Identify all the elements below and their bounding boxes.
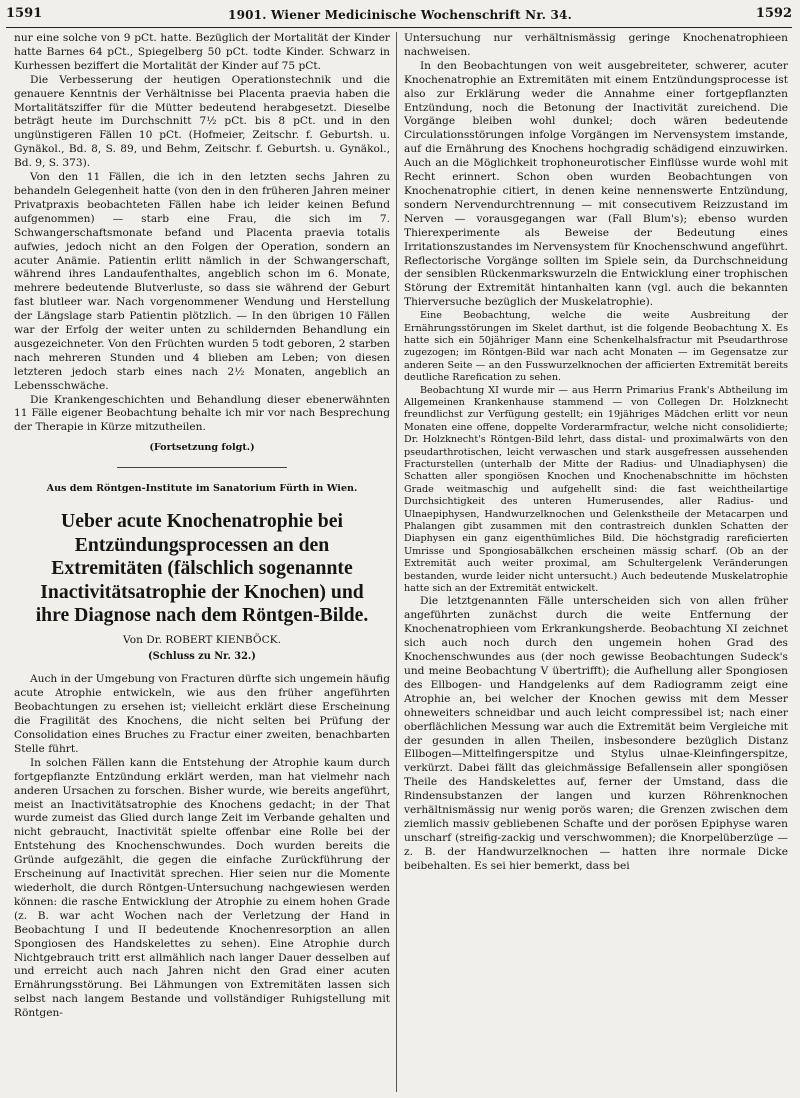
paragraph: In den Beobachtungen von weit ausgebreiteter, schwerer, acuter Knochenatrophie an Extremitäten mit einem Entzündungsprocesse ist also zur Erklärung weder die Annahme einer fortgepflanzten Entzündung, noch die Betonung der Inactivität zureichend. Die Vorgänge bleiben wohl dunkel; doch wären bedeutende Circulationsstörungen infolge Vorgängen im Nervensystem imstande, auf die Ernährung des Knochens hochgradig schädigend einzuwirken. Auch an die Möglichkeit trophoneurotischer Einflüsse wurde wohl mit Recht erinnert. Schon oben wurden Beobachtungen von Knochenatrophie citiert, in denen keine nennenswerte Entzündung, sondern Nervendurchtrennung — mit consecutivem Reizzustand im Nerven — vorausgegangen war (Fall Blum's); ebenso wurden Thierexperimente als Beweise der Bedeutung eines Irritationszustandes im Nervensystem für Knochenschwund angeführt. Reflectorische Vorgänge sollten im Spiele sein, da Durchschneidung der sensiblen Rückenmarkswurzeln die Entwicklung einer trophischen Störung der Extremität hintanhalten kann (vgl. auch die bekannten Thierversuche bezüglich der Muskelatrophie). [404, 59, 788, 309]
paragraph: Untersuchung nur verhältnismässig geringe Knochenatrophieen nachweisen. [404, 32, 788, 58]
paragraph: Die Krankengeschichten und Behandlung dieser ebenerwähnten 11 Fälle eigener Beobachtung behalte ich mir vor nach Besprechung der Therapie in Kürze mitzutheilen. [14, 393, 390, 434]
right-column [404, 32, 788, 1090]
paragraph: Eine Beobachtung, welche die weite Ausbreitung der Ernährungsstörungen im Skelet darthut, ist die folgende Beobachtung X. Es hatte sich ein 50jähriger Mann eine Schenkelhalsfractur mit Pseudarthrose zugezogen; im Röntgen-Bild war nach acht Monaten — im Gegensatze zur anderen Seite — an den Fusswurzelknochen der afficierten Extremität bereits deutliche Rarefication zu sehen. [404, 310, 788, 384]
author-line: Von Dr. ROBERT KIENBÖCK. [123, 633, 281, 646]
left-column [14, 32, 390, 1090]
paragraph: Von den 11 Fällen, die ich in den letzten sechs Jahren zu behandeln Gelegenheit hatte (von den in den früheren Jahren meiner Privatpraxis beobachteten Fällen habe ich leider keinen Befund aufgenommen) — starb eine Frau, die sich im 7. Schwangerschaftsmonate befand und Placenta praevia totalis aufwies, jedoch nicht an den Folgen der Operation, sondern an acuter Anämie. Patientin erlitt nämlich in der Schwangerschaft, während ihres Landaufenthaltes, angeblich schon im 6. Monate, mehrere bedeutende Blutverluste, so dass sie während der Geburt fast blutleer war. Nach vorgenommener Wendung und Herstellung der Längslage starb Patientin plötzlich. — In den übrigen 10 Fällen war der Erfolg der weiter unten zu schildernden Behandlung ein ausgezeichneter. Von den Früchten wurden 5 todt geboren, 2 starben nach mehreren Stunden und 4 blieben am Leben; von diesen letzteren jedoch starb eines nach 2½ Monaten, angeblich an Lebensschwäche. [14, 171, 390, 392]
paragraph: In solchen Fällen kann die Entstehung der Atrophie kaum durch fortgepflanzte Entzündung erklärt werden, man hat vielmehr nach anderen Ursachen zu forschen. Bisher wurde, wie bereits angeführt, meist an Inactivitätsatrophie des Knochens gedacht; in der That wurde zumeist das Glied durch lange Zeit im Verbande gehalten und nicht gebraucht, Inactivität spielte offenbar eine Rolle bei der Entstehung des Knochenschwundes. Doch wurden bereits die Gründe aufgezählt, die gegen die einfache Zurückführung der Erscheinung auf Inactivität sprechen. Hier seien nur die Momente wiederholt, die durch Röntgen-Untersuchung nachgewiesen werden können: die rasche Entwicklung der Atrophie zu einem hohen Grade (z. B. war acht Wochen nach der Verletzung der Hand in Beobachtung I und II bedeutende Knochenresorption an allen Spongiosen des Handskelettes zu sehen). Eine Atrophie durch Nichtgebrauch tritt erst allmählich nach langer Dauer desselben auf und erreicht auch nach Jahren nicht den Grad einer acuten Ernährungsstörung. Bei Lähmungen von Extremitäten lassen sich selbst nach langem Bestande und vollständiger Ruhigstellung mit Röntgen- [14, 756, 390, 1020]
column-divider [396, 32, 397, 1092]
journal-title: 1901. Wiener Medicinische Wochenschrift Nr. 34. [228, 8, 572, 22]
conclusion-note: (Schluss zu Nr. 32.) [148, 650, 256, 662]
page-number-right: 1592 [755, 6, 792, 21]
continuation-note: (Fortsetzung folgt.) [149, 442, 255, 454]
page-number-left: 1591 [6, 6, 43, 21]
paragraph: Die letztgenannten Fälle unterscheiden sich von allen früher angeführten zunächst durch die weite Entfernung der Knochenatrophieen vom Erkrankungsherde. Beobachtung XI zeichnet sich auch noch durch den ungemein hohen Grad des Knochenschwundes aus (der noch gewisse Beobachtungen Sudeck's und meine Beobachtung V übertrifft); die Aufhellung aller Spongiosen des Ellbogen- und Handgelenks auf dem Radiogramm zeigt eine Atrophie an, bei welcher der Knochen gewiss mit dem Messer ohneweiters schneidbar und auch leicht compressibel ist; nach einer oberflächlichen Messung war auch die Extremität beim Vergleiche mit der gesunden in allen Theilen, insbesondere bezüglich Distanz Ellbogen—Mittelfingerspitze und Stylus ulnae-Kleinfingerspitze, verkürzt. Dabei fällt das gleichmässige Befallensein aller spongiösen Theile des Handskelettes auf, ferner der Umstand, dass die Rindensubstanzen der langen und kurzen Röhrenknochen verhältnismässig nur wenig porös waren; die Grenzen zwischen dem ziemlich massiv gebliebenen Schafte und der porösen Epiphyse waren unscharf (streifig-zackig und verschwommen); die Knorpelüberzüge — z. B. der Handwurzelknochen — hatten ihre normale Dicke beibehalten. Es sei hier bemerkt, dass bei [404, 595, 788, 872]
header-rule [6, 27, 792, 28]
paragraph: Auch in der Umgebung von Fracturen dürfte sich ungemein häufig acute Atrophie entwickeln, wie aus den früher angeführten Beobachtungen zu ersehen ist; vielleicht erklärt diese Erscheinung die Fragilität des Knochens, die nicht selten bei Prüfung der Consolidation eines Bruches zu Fractur einer zweiten, benachbarten Stelle führt. [14, 673, 390, 755]
section-divider [117, 467, 287, 468]
page-header [0, 0, 800, 26]
article-title: Ueber acute Knochenatrophie bei Entzündungsprocessen an den Extremitäten (fälschlich sogenannte Inactivitätsatrophie der Knochen) und ihre Diagnose nach dem Röntgen-Bilde. [35, 510, 369, 627]
institute-line: Aus dem Röntgen-Institute im Sanatorium Fürth in Wien. [46, 483, 358, 495]
paragraph: nur eine solche von 9 pCt. hatte. Bezüglich der Mortalität der Kinder hatte Barnes 64 pCt., Spiegelberg 50 pCt. todte Kinder. Schwarz in Kurhessen beziffert die Mortalität der Kinder auf 75 pCt. [14, 32, 390, 72]
paragraph: Beobachtung XI wurde mir — aus Herrn Primarius Frank's Abtheilung im Allgemeinen Krankenhause stammend — von Collegen Dr. Holzknecht freundlichst zur Verfügung gestellt; ein 19jähriges Mädchen erlitt vor neun Monaten eine offene, doppelte Vorderarmfractur, welche nicht consolidierte; Dr. Holzknecht's Röntgen-Bild lehrt, dass distal- und proximalwärts von den pseudarthrotischen, leicht verwaschen und stark ausgefressen aussehenden Fracturstellen (unterhalb der Mitte der Radius- und Ulnadiaphysen) die Schatten aller spongiösen Knochen und Knochenabschnitte im höchsten Grade weitmaschig und aufgehellt sind: die fast weichtheilartige Durchsichtigkeit des unteren Humerusendes, aller Radius- und Ulnaepiphysen, Handwurzelknochen und Gelenkstheile der Metacarpen und Phalangen gibt zusammen mit den contrastreich dunklen Schatten der Diaphysen ein ganz eigenthümliches Bild. Die höchstgradig rareficierten Umrisse und Spongiosabälkchen erscheinen mässig scharf. (Ob an der Extremität auch weiter proximal, am Schultergelenk Veränderungen bestanden, wurde leider nicht untersucht.) Auch bedeutende Muskelatrophie hatte sich an der Extremität entwickelt. [404, 384, 788, 595]
paragraph: Die Verbesserung der heutigen Operationstechnik und die genauere Kenntnis der Verhältnisse bei Placenta praevia haben die Mortalitätsziffer für die Mütter bedeutend herabgesetzt. Dieselbe beträgt heute im Durchschnitt 7½ pCt. bis 8 pCt. und in den ungünstigeren Fällen 10 pCt. (Hofmeier, Zeitschr. f. Geburtsh. u. Gynäkol., Bd. 8, S. 89, und Behm, Zeitschr. f. Geburtsh. u. Gynäkol., Bd. 9, S. 373). [14, 73, 390, 170]
